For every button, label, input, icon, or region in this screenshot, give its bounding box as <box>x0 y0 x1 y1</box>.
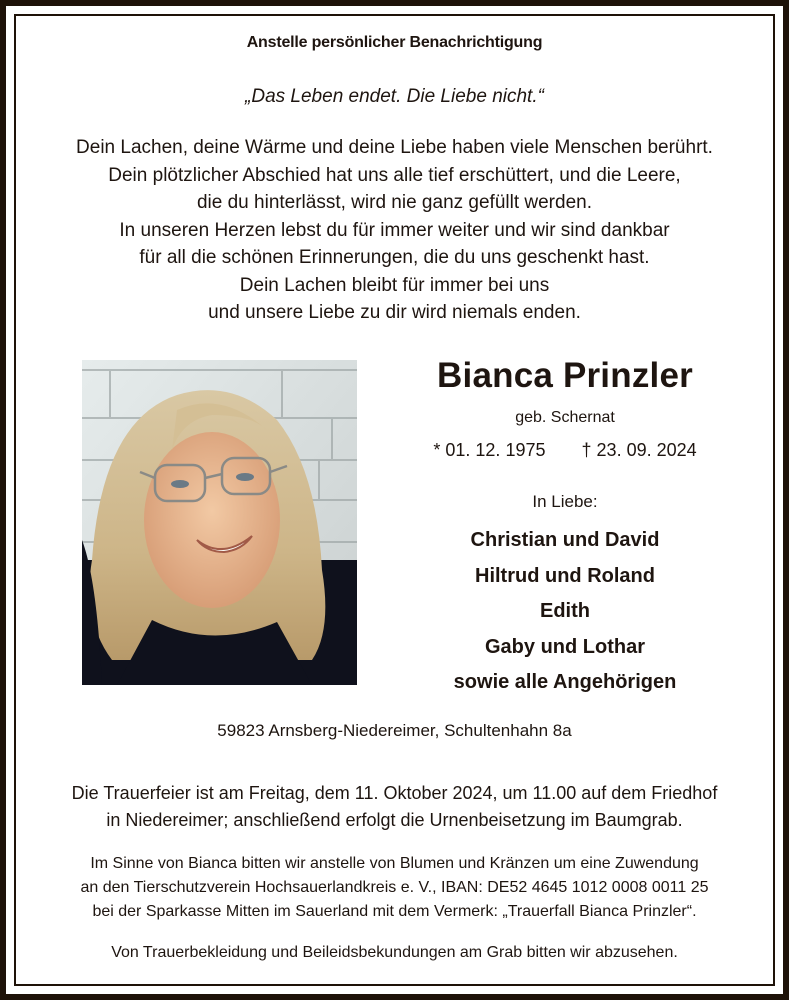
ceremony-line: Die Trauerfeier ist am Freitag, dem 11. Oktober 2024, um 11.00 auf dem Friedhof <box>71 783 718 803</box>
poem <box>0 134 789 327</box>
portrait-photo <box>82 360 357 685</box>
poem-line: Dein plötzlicher Abschied hat uns alle tief erschüttert, und die Leere, <box>108 164 681 186</box>
mourner-name: Christian und David <box>470 529 660 551</box>
closing-note: Von Trauerbekleidung und Beileidsbekundungen am Grab bitten wir abzusehen. <box>111 944 678 961</box>
donation-info <box>0 852 789 924</box>
mourner-name: sowie alle Angehörigen <box>453 671 677 693</box>
donation-line: an den Tierschutzverein Hochsauerlandkreis e. V., IBAN: DE52 4645 1012 0008 0011 25 <box>80 879 709 896</box>
poem-line: und unsere Liebe zu dir wird niemals enden. <box>208 302 581 323</box>
death-date: 23. 09. 2024 <box>596 440 697 460</box>
poem-line: Dein Lachen, deine Wärme und deine Liebe haben viele Menschen berührt. <box>76 137 713 158</box>
family-address: 59823 Arnsberg-Niedereimer, Schultenhahn 8a <box>217 721 572 740</box>
mourner-name: Hiltrud und Roland <box>475 564 655 587</box>
donation-line: bei der Sparkasse Mitten im Sauerland mit dem Vermerk: „Trauerfall Bianca Prinzler“. <box>92 903 697 920</box>
mourners-list <box>400 523 730 701</box>
life-dates <box>400 440 730 461</box>
ceremony-info <box>0 780 789 834</box>
birth-star-icon: * <box>433 440 441 460</box>
birth-name: geb. Schernat <box>515 409 615 426</box>
notice-quote: „Das Leben endet. Die Liebe nicht.“ <box>245 86 544 107</box>
ceremony-line: in Niedereimer; anschließend erfolgt die Urnenbeisetzung im Baumgrab. <box>106 810 683 830</box>
death-cross-icon: † <box>581 440 592 460</box>
poem-line: In unseren Herzen lebst du für immer weiter und wir sind dankbar <box>119 219 670 241</box>
poem-line: Dein Lachen bleibt für immer bei uns <box>239 274 550 296</box>
deceased-name: Bianca Prinzler <box>437 356 693 395</box>
mourner-name: Gaby und Lothar <box>485 635 645 658</box>
mourners-intro: In Liebe: <box>532 492 598 511</box>
notice-header: Anstelle persönlicher Benachrichtigung <box>246 34 543 51</box>
poem-line: für all die schönen Erinnerungen, die du uns geschenkt hast. <box>139 247 650 268</box>
mourner-name: Edith <box>540 600 590 622</box>
donation-line: Im Sinne von Bianca bitten wir anstelle von Blumen und Kränzen um eine Zuwendung <box>90 855 699 872</box>
birth-date: 01. 12. 1975 <box>445 440 546 460</box>
poem-line: die du hinterlässt, wird nie ganz gefüllt werden. <box>196 192 592 213</box>
portrait-illustration <box>82 360 357 685</box>
